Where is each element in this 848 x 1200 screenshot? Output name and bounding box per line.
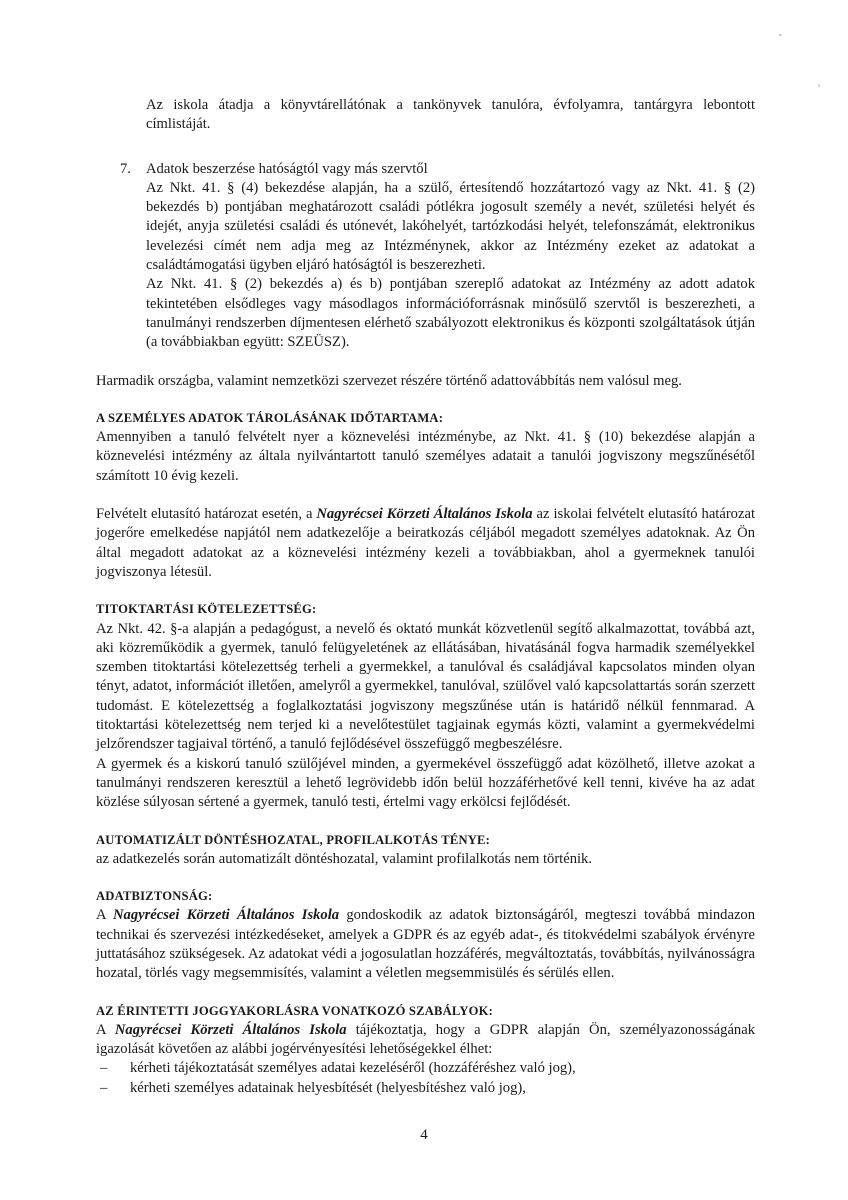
section-paragraph: Amennyiben a tanuló felvételt nyer a köznevelési intézménybe, az Nkt. 41. § (10) bekezdése alapján a köznevelési intézmény az általa nyilvántartott tanuló személyes adatait a tanulói jogviszony megszűnésétől számított 10 évig kezeli. [96,429,755,484]
section-heading: TITOKTARTÁSI KÖTELEZETTSÉG: [96,602,317,617]
item-body [146,160,755,353]
scan-speck [779,34,782,36]
storage-section [96,409,755,582]
text-run: A [96,1021,115,1038]
text-run: A [96,907,113,924]
rights-list [96,1059,755,1098]
section-paragraph: az adatkezelés során automatizált döntéshozatal, valamint profilalkotás nem történik. [96,850,593,867]
list-item-text: kérheti tájékoztatását személyes adatai kezeléséről (hozzáféréshez való jog), [130,1060,576,1077]
automated-section [96,831,755,870]
intro-continuation: Az iskola átadja a könyvtárellátónak a tankönyvek tanulóra, évfolyamra, tantárgyra lebontott címlistáját. [146,97,755,133]
section-heading: ADATBIZTONSÁG: [96,889,213,904]
text-run: az iskolai felvételt elutasító határozat jogerőre emelkedése napjától nem adatkezelője a beiratkozás céljából megadott személyes adatoknak. Az Ön által megadott adatokat az a köznevelési intézmény kezeli a továbbiakban, ahol a gyermeknek tanulói jogviszonya létesül. [96,506,755,580]
scan-speck [818,84,820,87]
section-paragraph [96,1021,755,1060]
dash-bullet: – [100,1079,108,1096]
section-paragraph: A gyermek és a kiskorú tanuló szülőjével minden, a gyermekével összefüggő adat közölhető, illetve azokat a tanulmányi rendszeren keresztül a lehető legrövidebb időn belül hozzáférhetővé kell tenni, kivéve ha az adat közlése súlyosan sértené a gyermek, tanuló testi, értelmi vagy erkölcsi fejlődését. [96,755,755,811]
third-country-paragraph: Harmadik országba, valamint nemzetközi szervezet részére történő adattovábbítás nem valósul meg. [96,372,682,389]
text-run: Felvételt elutasító határozat esetén, a [96,506,317,523]
text-run: gondoskodik az adatok biztonságáról, megteszi továbbá mindazon technikai és szervezési intézkedéseket, amelyek a GDPR és az egyéb adat-, és titokvédelmi szabályok érvényre juttatásához szükségesek. Az adatokat védi a jogosulatlan hozzáférés, megváltoztatás, továbbítás, nyilvánosságra hozatal, törlés vagy megsemmisítés, valamint a véletlen megsemmisülés és sérülés ellen. [96,907,756,982]
confidentiality-section [96,600,755,812]
item-paragraph: Az Nkt. 41. § (4) bekezdése alapján, ha a szülő, értesítendő hozzátartozó vagy az Nkt. 41. § (2) bekezdés b) pontjában meghatározott családi pótlékra jogosult személy a nevét, születési helyét és idejét, anyja születési családi és utónevét, lakóhelyét, tartózkodási helyét, telefonszámát, elektronikus levelezési címét nem adja meg az Intézménynek, akkor az Intézmény ezeket az adatokat a családtámogatási ügyben eljáró hatóságtól is beszerezheti. [146,179,755,274]
document-page [96,96,755,1098]
school-name: Nagyrécsei Körzeti Általános Iskola [316,506,533,523]
page-number: 4 [420,1127,428,1143]
section-heading: AZ ÉRINTETTI JOGGYAKORLÁSRA VONATKOZÓ SZABÁLYOK: [96,1003,494,1018]
list-item [96,1079,755,1098]
section-paragraph [96,505,755,582]
section-heading: A SZEMÉLYES ADATOK TÁROLÁSÁNAK IDŐTARTAMA: [96,410,444,425]
list-item-7 [120,160,755,353]
security-section [96,887,755,983]
section-heading: AUTOMATIZÁLT DÖNTÉSHOZATAL, PROFILALKOTÁS TÉNYE: [96,832,491,847]
rights-section [96,1002,755,1098]
list-item [96,1059,755,1078]
item-title: Adatok beszerzése hatóságtól vagy más szervtől [146,160,428,177]
school-name: Nagyrécsei Körzeti Általános Iskola [113,907,340,924]
list-item-text: kérheti személyes adatainak helyesbítését (helyesbítéshez való jog), [130,1079,526,1096]
section-paragraph: Az Nkt. 42. §-a alapján a pedagógust, a nevelő és oktató munkát közvetlenül segítő alkalmazottat, továbbá azt, aki közreműködik a gyermek, tanuló felügyeletének az ellátásában, hivatásánál fogva harmadik személyekkel szemben titoktartási kötelezettség terheli a gyermekkel, a tanulóval és családjával kapcsolatos minden olyan tényt, adatot, információt illetően, amelyről a gyermekkel, tanulóval, szülővel való kapcsolattartás során szerzett tudomást. E kötelezettség a foglalkoztatási jogviszony megszűnése után is határidő nélkül fennmarad. A titoktartási kötelezettség nem terjed ki a nevelőtestület tagjainak egymás közti, valamint a gyermekvédelmi jelzőrendszer tagjaival történő, a tanuló fejlődésével összefüggő megbeszélésre. [96,620,755,753]
item-number: 7. [120,160,131,177]
item-paragraph: Az Nkt. 41. § (2) bekezdés a) és b) pontjában szereplő adatokat az Intézmény az adott adatok tekintetében elsődleges vagy másodlagos információforrásnak minősülő szervtől is beszerezheti, a tanulmányi rendszerben díjmentesen elérhető szabályozott elektronikus és központi szolgáltatások útján (a továbbiakban együtt: SZEÜSZ). [146,276,755,351]
section-paragraph [96,906,755,983]
dash-bullet: – [100,1060,108,1077]
text-run: tájékoztatja, hogy a GDPR alapján Ön, személyazonosságának igazolását követően az alábbi jogérvényesítési lehetőségekkel élhet: [96,1021,756,1058]
school-name: Nagyrécsei Körzeti Általános Iskola [114,1021,347,1038]
